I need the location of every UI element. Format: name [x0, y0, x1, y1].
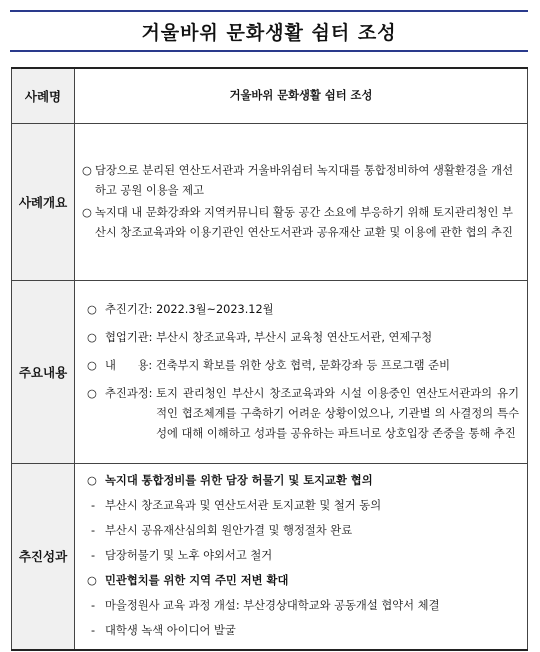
content-item-key: 내 용:: [105, 358, 156, 372]
content-item-period: [87, 300, 519, 320]
result-main-item: [87, 571, 519, 591]
circle-bullet-icon: ○: [82, 205, 92, 219]
overview-item-text: 녹지대 내 문화강좌와 지역커뮤니티 활동 공간 소요에 부응하기 위해 토지관리청인 부산시 창조교육과와 이용기관인 연산도서관과 공유재산 교환 및 이용에 관한 협의 추진: [95, 205, 513, 239]
document-title: 거울바위 문화생활 쉼터 조성: [141, 21, 397, 44]
circle-bullet-icon: ○: [82, 163, 92, 177]
content-item-value: 2022.3월~2023.12월: [156, 302, 274, 316]
case-name-value: 거울바위 문화생활 쉼터 조성: [75, 68, 528, 123]
circle-bullet-icon: ○: [87, 474, 97, 488]
circle-bullet-icon: ○: [87, 302, 97, 316]
overview-row: [12, 123, 528, 280]
circle-bullet-icon: ○: [87, 386, 97, 400]
content-item-value: 건축부지 확보를 위한 상호 협력, 문화강좌 등 프로그램 준비: [155, 358, 451, 372]
circle-bullet-icon: ○: [87, 358, 97, 372]
result-text: 대학생 녹색 아이디어 발굴: [105, 624, 236, 638]
dash-bullet-icon: -: [91, 549, 96, 563]
document-title-box: [10, 10, 528, 52]
result-sub-item: [87, 596, 519, 616]
result-text: 녹지대 통합정비를 위한 담장 허물기 및 토지교환 협의: [105, 474, 373, 488]
content-label: 주요내용: [12, 280, 75, 463]
content-cell: [75, 280, 528, 463]
result-sub-item: [87, 496, 519, 516]
result-text: 담장허물기 및 노후 야외서고 철거: [105, 549, 273, 563]
content-item-key: 추진기간:: [105, 302, 157, 316]
dash-bullet-icon: -: [91, 624, 96, 638]
circle-bullet-icon: ○: [87, 574, 97, 588]
dash-bullet-icon: -: [91, 499, 96, 513]
results-row: [12, 463, 528, 650]
overview-item-text: 담장으로 분리된 연산도서관과 거울바위쉼터 녹지대를 통합정비하여 생활환경을 개선하고 공원 이용을 제고: [95, 163, 514, 197]
overview-item: [82, 161, 519, 201]
content-item-key: 추진과정:: [105, 386, 157, 400]
result-text: 부산시 공유재산심의회 원안가결 및 행정절차 완료: [105, 524, 353, 538]
result-sub-item: [87, 546, 519, 566]
content-item-value: 토지 관리청인 부산시 창조교육과와 시설 이용중인 연산도서관과의 유기적인 협조체계를 구축하기 어려운 상황이었으나, 기관별 의 사결정의 특수성에 대해 이해하고 성과를 공유하는 파트너로 상호입장 존중을 통해 추진: [156, 386, 519, 440]
case-name-label: 사례명: [12, 68, 75, 123]
result-text: 부산시 창조교육과 및 연산도서관 토지교환 및 철거 동의: [105, 499, 382, 513]
result-text: 마을정원사 교육 과정 개설: 부산경상대학교와 공동개설 협약서 체결: [105, 599, 440, 613]
dash-bullet-icon: -: [91, 599, 96, 613]
dash-bullet-icon: -: [91, 524, 96, 538]
overview-label: 사례개요: [12, 123, 75, 280]
content-item-process: [87, 384, 519, 444]
overview-item: [82, 203, 519, 243]
overview-cell: [75, 123, 528, 280]
content-item-partners: [87, 328, 519, 348]
result-sub-item: [87, 521, 519, 541]
circle-bullet-icon: ○: [87, 330, 97, 344]
content-row: [12, 280, 528, 463]
result-main-item: [87, 471, 519, 491]
case-name-row: [12, 68, 528, 123]
content-item-value: 부산시 창조교육과, 부산시 교육청 연산도서관, 연제구청: [156, 330, 433, 344]
result-text: 민관협치를 위한 지역 주민 저변 확대: [105, 574, 289, 588]
results-cell: [75, 463, 528, 650]
result-sub-item: [87, 621, 519, 641]
case-table: [11, 67, 528, 651]
results-label: 추진성과: [12, 463, 75, 650]
content-item-key: 협업기관:: [105, 330, 157, 344]
content-item-description: [87, 356, 519, 376]
